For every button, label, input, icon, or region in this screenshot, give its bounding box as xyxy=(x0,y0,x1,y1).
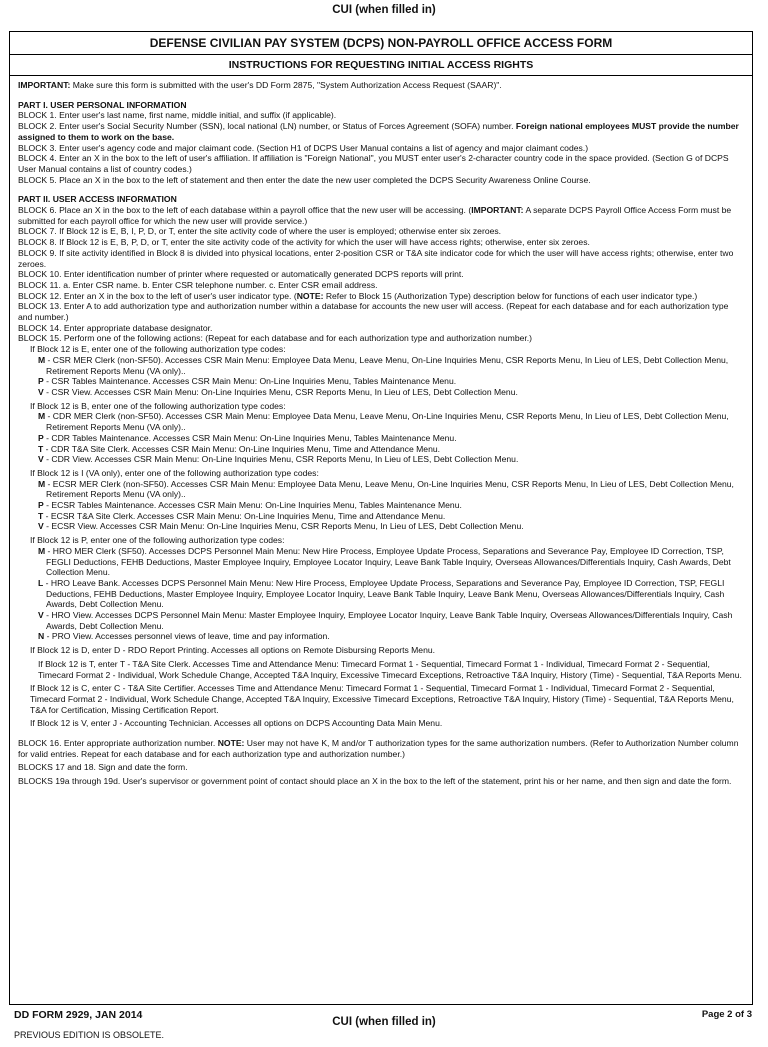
group-c: If Block 12 is C, enter C - T&A Site Certifier. Accesses Time and Attendance Menu: Timecard Format 1 - Sequential, Timecard Format 1 - Individual, Timecard Format 2 - Sequential, Timecard Format 2 - Individual, Work Schedule Change, Accepted T&A Inquiry, Excessive Timecard Exceptions, Retroactive T&A Inquiry, History (Time) - Sequential, T&A Reports Menu, T&A for Certification, Missing Certification Report. xyxy=(30,683,734,715)
code-item xyxy=(30,631,744,642)
block-11: BLOCK 11. a. Enter CSR name. b. Enter CSR telephone number. c. Enter CSR email address. xyxy=(18,279,378,290)
code-item xyxy=(30,500,744,511)
block-12-text-2: Refer to Block 15 (Authorization Type) description below for functions of each user indicator type.) xyxy=(323,290,698,301)
block-2-text: BLOCK 2. Enter user's Social Security Number (SSN), local national (LN) number, or Status of Forces Agreement (SOFA) number. xyxy=(18,121,516,132)
cui-footer: CUI (when filled in) xyxy=(332,1016,436,1028)
block-14: BLOCK 14. Enter appropriate database designator. xyxy=(18,322,213,333)
block-5: BLOCK 5. Place an X in the box to the left of statement and then enter the date the new user completed the DCPS Security Awareness Online Course. xyxy=(18,174,591,185)
code-letter: M xyxy=(38,545,46,556)
block-12 xyxy=(18,291,744,302)
code-desc: - PRO View. Accesses personnel views of leave, time and pay information. xyxy=(44,631,330,642)
code-item xyxy=(30,578,744,610)
code-letter: M xyxy=(38,411,46,422)
code-letter: M xyxy=(38,478,46,489)
block-8: BLOCK 8. If Block 12 is E, B, P, D, or T, enter the site activity code of the activity for which the user will have access rights; otherwise, enter six zeroes. xyxy=(18,237,590,248)
group-b-intro: If Block 12 is B, enter one of the following authorization type codes: xyxy=(30,400,286,411)
code-desc: - CSR MER Clerk (non-SF50). Accesses CSR Main Menu: Employee Data Menu, Leave Menu, On-Line Inquiries Menu, CSR Reports Menu, In Lieu of LES, Debt Collection Menu, Retirement Reports Menu (VA only).. xyxy=(45,354,729,376)
block-2-bold: Foreign national employees MUST provide the number assigned to them to work on the base. xyxy=(18,121,739,142)
block-7: BLOCK 7. If Block 12 is E, B, I, P, D, or T, enter the site activity code of where the user is employed; otherwise enter six zeroes. xyxy=(18,226,502,237)
code-letter: T xyxy=(38,443,44,454)
code-letter: L xyxy=(38,577,44,588)
code-item xyxy=(30,521,744,532)
block-6-bold: IMPORTANT: xyxy=(471,205,524,216)
obsolete-notice: PREVIOUS EDITION IS OBSOLETE. xyxy=(14,1030,165,1040)
code-desc: - HRO View. Accesses DCPS Personnel Main Menu: Master Employee Inquiry, Employee Locator Inquiry, Leave Bank Table Inquiry, Overseas Allowances/Differentials Inquiry, Cash Awards, Debt Collection Menu. xyxy=(43,610,733,631)
block-12-bold: NOTE: xyxy=(296,290,324,301)
code-item xyxy=(30,454,744,465)
block-16-text-2: User may not have K, M and/or T authorization types for the same authorization numbers. (Refer to Authorization Number column for valid entries. Repeat for each database and for each authorization type and authorization number.) xyxy=(18,738,739,759)
block-6 xyxy=(18,205,744,226)
form-frame xyxy=(9,31,753,1005)
code-item xyxy=(30,411,744,432)
code-desc: - HRO Leave Bank. Accesses DCPS Personnel Main Menu: New Hire Process, Employee Update Process, Separations and Severance Pay, Employee ID Correction, TSP, FEGLI Deductions, FEHB Deductions, Master Employee Inquiry, Employee Locator Inquiry, Leave Bank Table Inquiry, Leave Bank Menu, Overseas Allowances/Differentials Inquiry, Cash Awards, Debt Collection Menu. xyxy=(43,577,725,610)
part1-heading: PART I. USER PERSONAL INFORMATION xyxy=(18,99,187,110)
code-letter: T xyxy=(38,510,44,521)
group-v: If Block 12 is V, enter J - Accounting Technician. Accesses all options on DCPS Accounting Data Main Menu. xyxy=(30,718,443,729)
code-letter: P xyxy=(38,500,44,511)
blocks-19: BLOCKS 19a through 19d. User's supervisor or government point of contact should place an X in the box to the left of the statement, print his or her name, and then sign and date the form. xyxy=(18,776,732,787)
form-id: DD FORM 2929, JAN 2014 xyxy=(14,1009,143,1021)
block-3: BLOCK 3. Enter user's agency code and major claimant code. (Section H1 of DCPS User Manual contains a list of agency and major claimant codes.) xyxy=(18,142,589,153)
code-desc: - CDR Tables Maintenance. Accesses CSR Main Menu: On-Line Inquiries Menu, Tables Maintenance Menu. xyxy=(43,432,457,443)
code-item xyxy=(30,444,744,455)
block-12-text: BLOCK 12. Enter an X in the box to the left of user's user indicator type. ( xyxy=(18,290,297,301)
block-16-text: BLOCK 16. Enter appropriate authorization number. xyxy=(18,738,218,749)
code-desc: - HRO MER Clerk (SF50). Accesses DCPS Personnel Main Menu: New Hire Process, Employee Update Process, Separations and Severance Pay, Employee ID Correction, TSP, FEGLI Deductions, FEHB Deductions, Master Employee Inquiry, Employee Locator Inquiry, Leave Bank Table Inquiry, Overseas Allowances/Differentials Inquiry, Cash Awards, Debt Collection Menu. xyxy=(45,545,731,578)
code-desc: - CSR Tables Maintenance. Accesses CSR Main Menu: On-Line Inquiries Menu, Tables Maintenance Menu. xyxy=(43,376,457,387)
important-note xyxy=(18,80,744,91)
code-letter: M xyxy=(38,354,46,365)
code-item xyxy=(30,387,744,398)
code-desc: - CDR MER Clerk (non-SF50). Accesses CSR Main Menu: Employee Data Menu, Leave Menu, On-Line Inquiries Menu, CSR Reports Menu, In Lieu of LES, Debt Collection Menu, Retirement Reports Menu (VA only).. xyxy=(45,411,729,433)
page-number: Page 2 of 3 xyxy=(701,1009,752,1020)
code-letter: V xyxy=(38,610,44,621)
code-desc: - ECSR Tables Maintenance. Accesses CSR Main Menu: On-Line Inquiries Menu, Tables Maintenance Menu. xyxy=(43,500,462,511)
block-10: BLOCK 10. Enter identification number of printer where requested or automatically generated DCPS reports will print. xyxy=(18,269,464,280)
code-item xyxy=(30,610,744,631)
code-letter: P xyxy=(38,376,44,387)
code-item xyxy=(30,376,744,387)
part2-heading: PART II. USER ACCESS INFORMATION xyxy=(18,194,177,205)
code-letter: V xyxy=(38,386,44,397)
code-letter: V xyxy=(38,521,44,532)
code-letter: N xyxy=(38,631,45,642)
block-15-subsections xyxy=(18,344,744,729)
code-desc: - CSR View. Accesses CSR Main Menu: On-Line Inquiries Menu, CSR Reports Menu, In Lieu of LES, Debt Collection Menu. xyxy=(43,386,518,397)
group-i-intro: If Block 12 is I (VA only), enter one of the following authorization type codes: xyxy=(30,467,319,478)
important-text: Make sure this form is submitted with the user's DD Form 2875, "System Authorization Access Request (SAAR)". xyxy=(70,80,502,90)
block-4: BLOCK 4. Enter an X in the box to the left of user's affiliation. If affiliation is "Foreign National", you MUST enter user's 2-character country code in the space provided. (Section G of DCPS User Manual contains a list of country codes.) xyxy=(18,153,729,174)
code-item xyxy=(30,546,744,578)
block-6-text: BLOCK 6. Place an X in the box to the left of each database within a payroll office that the new user will be accessing. ( xyxy=(18,205,472,216)
block-15: BLOCK 15. Perform one of the following actions: (Repeat for each database and for each authorization type and authorization number.) xyxy=(18,333,533,344)
block-16-bold: NOTE: xyxy=(217,738,245,749)
instructions-body xyxy=(10,76,752,787)
block-6-text-2: A separate DCPS Payroll Office Access Form must be submitted for each payroll office for which the new user will provide service.) xyxy=(18,205,732,226)
code-letter: P xyxy=(38,432,44,443)
block-9: BLOCK 9. If site activity identified in Block 8 is divided into physical locations, enter 2-position CSR or T&A site indicator code for which the user will have access rights; otherwise, enter two zeroes. xyxy=(18,247,734,269)
code-desc: - ECSR View. Accesses CSR Main Menu: On-Line Inquiries Menu, CSR Reports Menu, In Lieu of LES, Debt Collection Menu. xyxy=(43,521,524,532)
block-2 xyxy=(18,121,744,142)
form-subtitle: INSTRUCTIONS FOR REQUESTING INITIAL ACCESS RIGHTS xyxy=(10,55,752,76)
block-1: BLOCK 1. Enter user's last name, first name, middle initial, and suffix (if applicable). xyxy=(18,110,337,121)
code-desc: - CDR View. Accesses CSR Main Menu: On-Line Inquiries Menu, CSR Reports Menu, In Lieu of LES, Debt Collection Menu. xyxy=(43,454,519,465)
code-desc: - ECSR MER Clerk (non-SF50). Accesses CSR Main Menu: Employee Data Menu, Leave Menu, On-Line Inquiries Menu, CSR Reports Menu, In Lieu of LES, Debt Collection Menu, Retirement Reports Menu (VA only).. xyxy=(45,478,734,500)
code-letter: V xyxy=(38,454,44,465)
code-item xyxy=(30,433,744,444)
cui-header: CUI (when filled in) xyxy=(332,4,436,16)
block-13: BLOCK 13. Enter A to add authorization type and authorization number within a database for accounts the new user will access. (Repeat for each database and for each authorization type and number.) xyxy=(18,301,729,323)
group-d: If Block 12 is D, enter D - RDO Report Printing. Accesses all options on Remote Disbursing Reports Menu. xyxy=(30,645,436,656)
blocks-17-18: BLOCKS 17 and 18. Sign and date the form. xyxy=(18,762,188,773)
code-item xyxy=(30,355,744,376)
block-16 xyxy=(18,738,744,759)
group-p-intro: If Block 12 is P, enter one of the following authorization type codes: xyxy=(30,535,285,546)
code-item xyxy=(30,479,744,500)
important-label: IMPORTANT: xyxy=(18,80,71,90)
form-title: DEFENSE CIVILIAN PAY SYSTEM (DCPS) NON-PAYROLL OFFICE ACCESS FORM xyxy=(10,32,752,55)
group-e-intro: If Block 12 is E, enter one of the following authorization type codes: xyxy=(30,344,286,355)
code-item xyxy=(30,511,744,522)
group-t: If Block 12 is T, enter T - T&A Site Clerk. Accesses Time and Attendance Menu: Timecard Format 1 - Sequential, Timecard Format 1 - Individual, Timecard Format 2 - Sequential, Timecard Format 2 - Individual, Work Schedule Change, Accepted T&A Inquiry, Excessive Timecard Exceptions, Retroactive T&A Inquiry, History (Time) - Sequential, T&A Reports Menu. xyxy=(38,658,742,680)
code-desc: - CDR T&A Site Clerk. Accesses CSR Main Menu: On-Line Inquiries Menu, Time and Attendance Menu. xyxy=(43,443,441,454)
code-desc: - ECSR T&A Site Clerk. Accesses CSR Main Menu: On-Line Inquiries Menu, Time and Attendance Menu. xyxy=(43,510,446,521)
